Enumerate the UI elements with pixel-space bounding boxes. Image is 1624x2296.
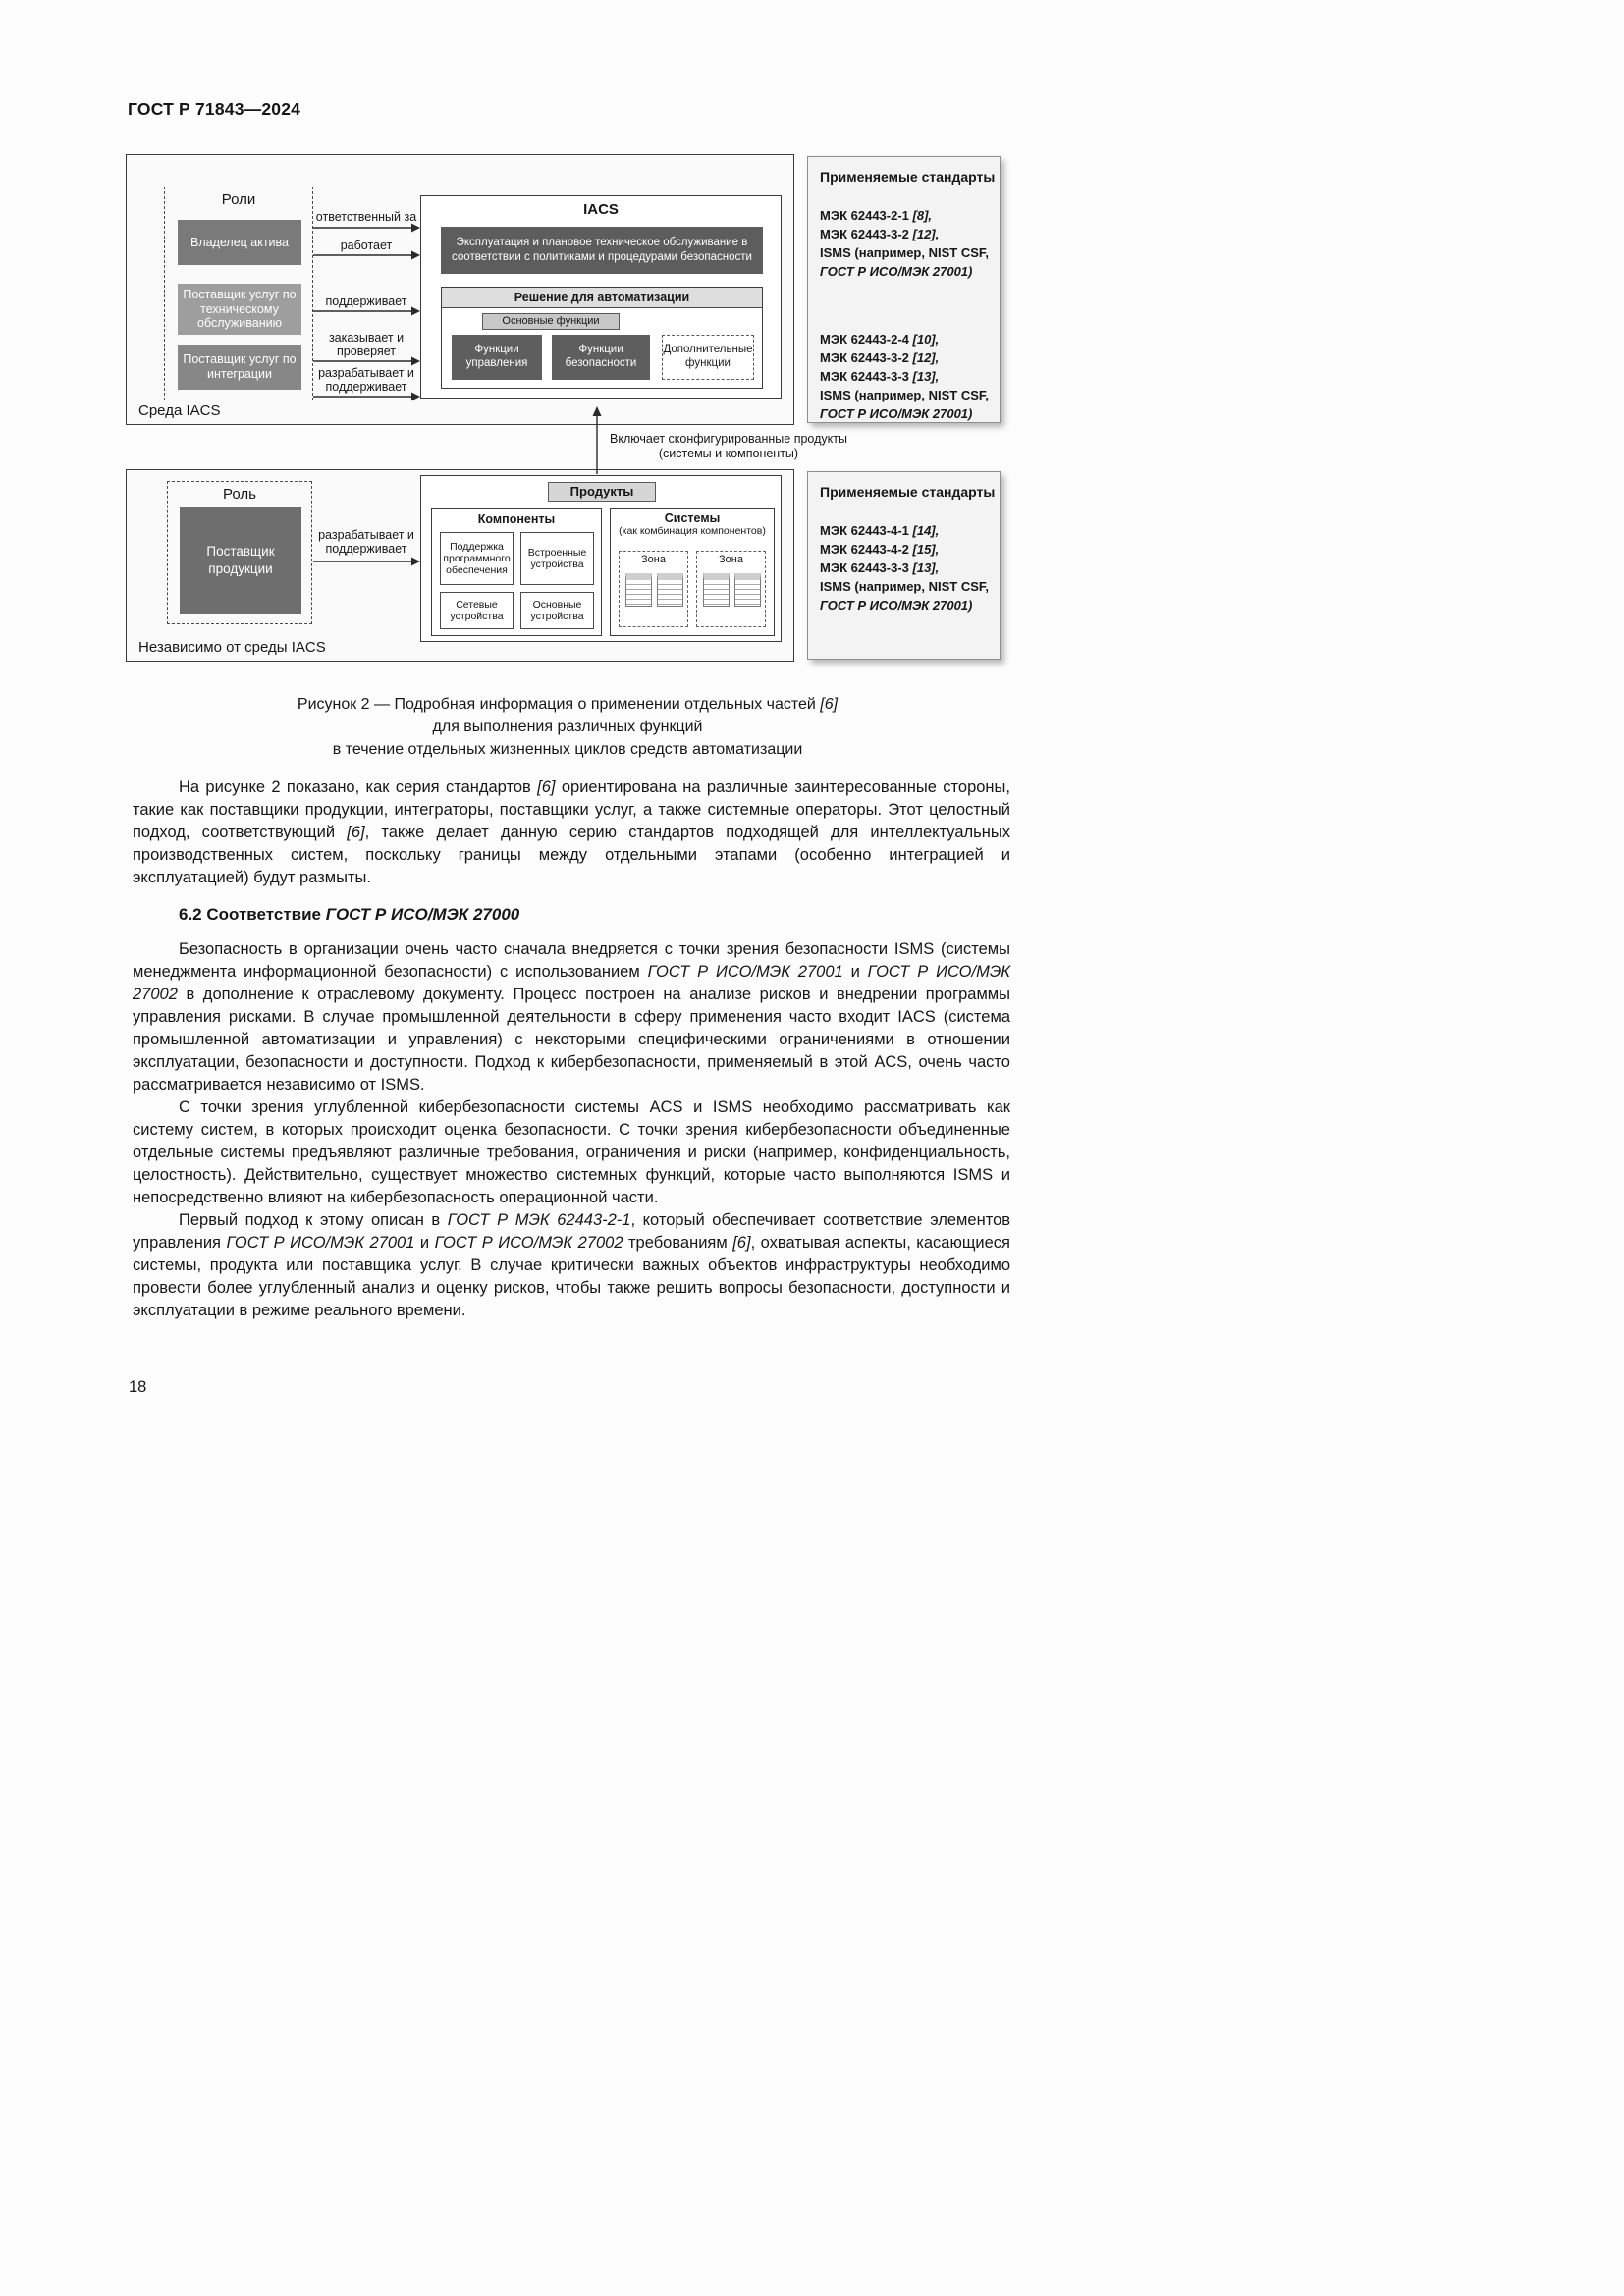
independent-of-iacs-label: Независимо от среды IACS — [138, 639, 326, 656]
standard-line: МЭК 62443-2-1 [8], — [820, 208, 933, 223]
components-title: Компоненты — [477, 512, 556, 526]
applicable-standards-panel-top — [807, 156, 1001, 423]
maintenance-service-provider-box: Поставщик услуг по техническому обслуживанию — [178, 284, 301, 335]
page-number: 18 — [129, 1378, 147, 1396]
systems-header — [611, 511, 774, 537]
host-devices-box: Основные устройства — [520, 592, 594, 629]
product-supplier-box: Поставщик продукции — [180, 507, 301, 614]
standard-line: МЭК 62443-3-3 [13], — [820, 369, 940, 384]
iacs-box — [420, 195, 782, 399]
iacs-title: IACS — [583, 201, 619, 218]
arrow-label-develops-supports: разрабатывает и поддерживает — [318, 366, 414, 394]
automation-solution-box — [441, 287, 763, 389]
applicable-standards-title: Применяемые стандарты — [820, 484, 996, 500]
automation-solution-title: Решение для автоматизации — [442, 288, 762, 308]
component-mini-box — [657, 573, 683, 607]
paragraph-1: На рисунке 2 показано, как серия стандартов [6] ориентирована на различные заинтересованные стороны, такие как поставщики продукции, интеграторы, поставщики услуг, а также системные операторы. Этот целостный подход, соответствующий [6], также делает данную серию стандартов подходящей для интеллектуальных производственных систем, поскольку границы между отдельными этапами (особенно интеграцией и эксплуатацией) будут размыты. — [133, 778, 1010, 886]
standard-line: МЭК 62443-3-3 [13], — [820, 561, 940, 575]
standards-block-3 — [820, 521, 996, 614]
figure-caption-line-2: для выполнения различных функций — [432, 719, 703, 735]
integration-service-provider-box: Поставщик услуг по интеграции — [178, 345, 301, 390]
zone-box — [696, 551, 766, 627]
arrow-label-develops-supports-bottom: разрабатывает и поддерживает — [318, 528, 414, 556]
products-title: Продукты — [548, 482, 656, 502]
figure-caption — [126, 693, 1009, 761]
standard-line: МЭК 62443-3-2 [12], — [820, 350, 940, 365]
figure-caption-line-1: Рисунок 2 — Подробная информация о применении отдельных частей [6] — [297, 696, 839, 713]
standard-line: МЭК 62443-2-4 [10], — [820, 332, 940, 347]
component-mini-box — [703, 573, 730, 607]
standard-line: ГОСТ Р ИСО/МЭК 27001) — [820, 264, 973, 279]
section-heading-6-2: 6.2 Соответствие ГОСТ Р ИСО/МЭК 27000 — [179, 905, 520, 924]
standard-line: ISMS (например, NIST CSF, — [820, 245, 989, 260]
additional-functions-box: Дополнительные функции — [662, 335, 754, 380]
standard-line: МЭК 62443-3-2 [12], — [820, 227, 940, 241]
systems-box — [610, 508, 775, 636]
control-functions-box: Функции управления — [452, 335, 542, 380]
figure-caption-line-3: в течение отдельных жизненных циклов средств автоматизации — [332, 741, 803, 758]
security-functions-box: Функции безопасности — [552, 335, 650, 380]
operation-maintenance-banner: Эксплуатация и плановое техническое обслуживание в соответствии с политиками и процедурами безопасности — [441, 227, 763, 274]
embedded-devices-box: Встроенные устройства — [520, 532, 594, 585]
standards-block-2 — [820, 330, 996, 423]
component-mini-box — [734, 573, 761, 607]
zone-label: Зона — [719, 554, 743, 565]
arrow-label-responsible-for: ответственный за — [315, 210, 417, 224]
roles-box — [164, 187, 313, 400]
standard-line: ISMS (например, NIST CSF, — [820, 579, 989, 594]
standard-line: ГОСТ Р ИСО/МЭК 27001) — [820, 406, 973, 421]
includes-configured-products-label: Включает сконфигурированные продукты (системы и компоненты) — [610, 432, 847, 460]
standard-line: МЭК 62443-4-2 [15], — [820, 542, 940, 557]
arrow-label-supports: поддерживает — [325, 294, 407, 308]
network-devices-box: Сетевые устройства — [440, 592, 514, 629]
paragraph-2: Безопасность в организации очень часто сначала внедряется с точки зрения безопасности ISMS (системы менеджмента информационной безопасности) с использованием ГОСТ Р ИСО/МЭК 27001 и ГОСТ Р ИСО/МЭК 27002 в дополнение к отраслевому документу. Процесс построен на анализе рисков и внедрении программы управления рисками. В случае промышленной деятельности в сферу применения часто входит IACS (система промышленной автоматизации и управления) с некоторыми специфическими ограничениями в отношении эксплуатации, безопасности и доступности. Подход к кибербезопасности, применяемый в этой ACS, очень часто рассматривается независимо от ISMS. — [133, 940, 1011, 1094]
applicable-standards-title: Применяемые стандарты — [820, 169, 996, 185]
role-title: Роль — [223, 486, 256, 503]
role-box — [167, 481, 312, 624]
component-mini-box — [625, 573, 652, 607]
document-number: ГОСТ Р 71843—2024 — [128, 99, 301, 119]
core-functions-label: Основные функции — [482, 313, 620, 330]
components-box — [431, 508, 602, 636]
zone-box — [619, 551, 688, 627]
arrow-label-works: работает — [340, 239, 393, 252]
applicable-standards-panel-bottom — [807, 471, 1001, 660]
systems-subtitle: (как комбинация компонентов) — [619, 525, 766, 537]
body-text — [133, 776, 1010, 1322]
roles-title: Роли — [221, 191, 256, 208]
zone-label: Зона — [641, 554, 666, 565]
standard-line: ISMS (например, NIST CSF, — [820, 388, 989, 402]
software-support-box: Поддержка программного обеспечения — [440, 532, 514, 585]
paragraph-4: Первый подход к этому описан в ГОСТ Р МЭК 62443-2-1, который обеспечивает соответствие элементов управления ГОСТ Р ИСО/МЭК 27001 и ГОСТ Р ИСО/МЭК 27002 требованиям [6], охватывая аспекты, касающиеся системы, продукта или поставщика услуг. В случае критически важных объектов инфраструктуры необходимо провести более углубленный анализ и оценку рисков, чтобы также решить вопросы безопасности, доступности и эксплуатации в режиме реального времени. — [133, 1211, 1011, 1319]
arrow-label-orders-verifies: заказывает и проверяет — [328, 331, 405, 358]
iacs-environment-label: Среда IACS — [138, 402, 221, 419]
standard-line: ГОСТ Р ИСО/МЭК 27001) — [820, 598, 973, 613]
products-box — [420, 475, 782, 642]
standard-line: МЭК 62443-4-1 [14], — [820, 523, 940, 538]
asset-owner-box: Владелец актива — [178, 220, 301, 265]
paragraph-3: С точки зрения углубленной кибербезопасности системы ACS и ISMS необходимо рассматривать как систему систем, в которых происходит оценка безопасности. С точки зрения кибербезопасности объединенные отдельные системы предъявляют различные требования, ограничения и риски (например, конфиденциальность, целостность). Действительно, существует множество системных функций, которые часто выполняются ISMS и непосредственно влияют на кибербезопасность операционной части. — [133, 1098, 1010, 1206]
standards-block-1 — [820, 206, 996, 281]
systems-title: Системы — [664, 511, 721, 525]
